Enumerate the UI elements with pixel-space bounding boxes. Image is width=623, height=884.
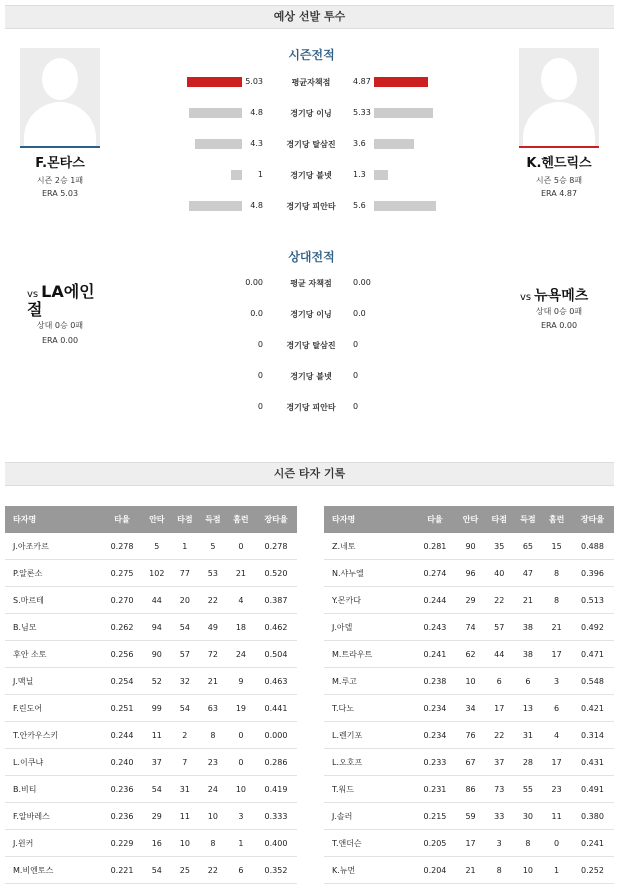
right-batters-table-cell: 0.243 [414,614,456,641]
left-opponent-record: 상대 0승 0패 [36,321,84,330]
right-batters-table-cell: 0.204 [414,857,456,884]
left-batters-table-cell: 0.236 [101,803,143,830]
right-batters-column-header: 타점 [485,506,514,533]
right-batters-table-cell: 0.548 [571,668,614,695]
left-batters-table-cell: 0.504 [255,641,297,668]
right-batters-column-header: 타자명 [324,506,414,533]
right-batters-table-cell: 0.233 [414,749,456,776]
right-batters-table-row [324,803,614,830]
season-stat-row [0,75,623,89]
left-batters-table-cell: J.윈커 [5,830,101,857]
right-batters-table-cell: 47 [514,560,543,587]
left-batters-table-row [5,803,297,830]
right-batters-table-cell: 17 [542,641,571,668]
season-right-value: 4.87 [353,77,371,86]
left-batters-table-cell: J.맥닐 [5,668,101,695]
right-batters-table-cell: 86 [456,776,485,803]
left-batters-table-row [5,641,297,668]
left-batters-table-cell: 0.000 [255,722,297,749]
right-batters-table-row [324,749,614,776]
right-batters-table [324,506,614,884]
left-batters-table-cell: 54 [171,695,199,722]
left-vs-label: vs [27,289,39,300]
right-opponent-record: 상대 0승 0패 [535,307,583,316]
left-batters-table-cell: L.이쿠냐 [5,749,101,776]
season-right-value: 5.33 [353,108,371,117]
right-batters-table-cell: 8 [485,857,514,884]
season-left-value: 4.8 [250,201,263,210]
left-batters-table-cell: 0.441 [255,695,297,722]
right-batters-table-cell: 34 [456,695,485,722]
left-batters-table-cell: 1 [227,830,255,857]
right-batters-table-cell: L.렌기포 [324,722,414,749]
right-batters-table-cell: J.아델 [324,614,414,641]
left-batters-table-row [5,776,297,803]
left-batters-column-header: 홈런 [227,506,255,533]
left-batters-table-cell: 0.278 [255,533,297,560]
h2h-right-value: 0 [353,340,359,349]
left-batters-table [5,506,297,884]
right-batters-table-cell: 6 [514,668,543,695]
page-header: 예상 선발 투수 [5,5,614,29]
left-batters-column-header: 타점 [171,506,199,533]
right-batters-table-cell: 0.380 [571,803,614,830]
right-batters-table-row [324,722,614,749]
right-opponent-team: 뉴욕메츠 [534,288,589,304]
left-batters-table-cell: 72 [199,641,227,668]
right-batters-table-cell: T.앤더슨 [324,830,414,857]
right-batters-table-cell: 0.241 [414,641,456,668]
right-batters-table-cell: 67 [456,749,485,776]
season-stat-label: 경기당 피안타 [286,202,336,211]
h2h-stat-label: 평균 자책점 [290,279,332,288]
right-batters-table-cell: L.오호프 [324,749,414,776]
right-batters-table-cell: 0.314 [571,722,614,749]
right-batters-table-row [324,830,614,857]
season-stat-row [0,106,623,120]
right-batters-table-cell: M.루고 [324,668,414,695]
left-batters-table-cell: 5 [143,533,171,560]
left-batters-table-cell: 6 [227,857,255,884]
right-batters-table-cell: M.트라우트 [324,641,414,668]
left-batters-table-cell: 0.419 [255,776,297,803]
right-batters-table-cell: 76 [456,722,485,749]
left-batters-table-cell: 24 [227,641,255,668]
right-batters-table-cell: 38 [514,641,543,668]
right-batters-table-cell: 0.234 [414,722,456,749]
right-batters-table-cell: 21 [542,614,571,641]
left-batters-table-cell: 63 [199,695,227,722]
left-batters-table-row [5,749,297,776]
left-batters-table-cell: 10 [227,776,255,803]
left-batters-table-cell: 16 [143,830,171,857]
right-batters-table-cell: 62 [456,641,485,668]
left-batters-table-cell: 18 [227,614,255,641]
right-batters-table-cell: 17 [485,695,514,722]
right-batters-table-cell: Z.네토 [324,533,414,560]
right-batters-column-header: 타율 [414,506,456,533]
h2h-left-value: 0 [257,371,263,380]
right-batters-column-header: 득점 [514,506,543,533]
left-batters-table-cell: 4 [227,587,255,614]
right-batters-table-row [324,533,614,560]
h2h-stat-row [0,307,623,321]
left-batters-table-cell: 77 [171,560,199,587]
right-batters-table-row [324,776,614,803]
left-batters-table-cell: M.비엔토스 [5,857,101,884]
season-right-value: 1.3 [353,170,366,179]
right-batters-table-cell: 40 [485,560,514,587]
left-batters-table-cell: 11 [171,803,199,830]
right-batters-table-cell: 22 [485,587,514,614]
left-batters-column-header: 장타율 [255,506,297,533]
right-batters-table-cell: K.뉴먼 [324,857,414,884]
right-batters-table-cell: 3 [485,830,514,857]
h2h-stat-row [0,338,623,352]
left-batters-table-cell: 0.333 [255,803,297,830]
right-pitcher-record: 시즌 5승 8패 [535,176,583,185]
right-batters-table-row [324,560,614,587]
right-pitcher-name: K.헨드릭스 [526,156,592,171]
left-batters-table-cell: 0.251 [101,695,143,722]
left-batters-table-cell: 20 [171,587,199,614]
left-batters-table-cell: 57 [171,641,199,668]
left-pitcher-era: ERA 5.03 [41,189,79,198]
right-batters-table-cell: 8 [514,830,543,857]
right-batters-table-cell: 0.274 [414,560,456,587]
left-batters-table-cell: 44 [143,587,171,614]
left-batters-table-cell: 0.262 [101,614,143,641]
right-batters-table-cell: 13 [514,695,543,722]
left-batters-table-cell: 99 [143,695,171,722]
right-batters-table-cell: 6 [485,668,514,695]
h2h-right-value: 0.00 [353,278,371,287]
left-batters-table-cell: 0.254 [101,668,143,695]
right-batters-table-cell: 37 [485,749,514,776]
right-batters-table-cell: 21 [456,857,485,884]
left-batters-table-cell: 9 [227,668,255,695]
left-pitcher-record: 시즌 2승 1패 [36,176,84,185]
left-batters-table-cell: 0.270 [101,587,143,614]
season-right-value: 3.6 [353,139,366,148]
right-batters-table-cell: 0 [542,830,571,857]
right-batters-table-cell: 35 [485,533,514,560]
left-batters-table-cell: 0.221 [101,857,143,884]
season-stat-row [0,137,623,151]
right-batters-table-cell: 33 [485,803,514,830]
right-batters-table-cell: Y.몬카다 [324,587,414,614]
right-batters-table-cell: 0.491 [571,776,614,803]
h2h-right-value: 0 [353,371,359,380]
left-batters-table-cell: 29 [143,803,171,830]
left-batters-table-cell: 0.400 [255,830,297,857]
left-batters-table-cell: 3 [227,803,255,830]
left-batters-table-cell: B.님모 [5,614,101,641]
left-batters-table-cell: 52 [143,668,171,695]
right-batters-table-cell: 4 [542,722,571,749]
left-batters-table-cell: 0.520 [255,560,297,587]
left-batters-table-cell: T.안카우스키 [5,722,101,749]
left-batters-table-cell: 19 [227,695,255,722]
right-batters-table-row [324,641,614,668]
left-batters-table-cell: 23 [199,749,227,776]
left-batters-table-row [5,830,297,857]
left-batters-table-row [5,614,297,641]
right-batters-table-cell: 0.205 [414,830,456,857]
left-batters-table-cell: 8 [199,830,227,857]
season-stat-row [0,168,623,182]
right-batters-table-cell: 31 [514,722,543,749]
season-left-value: 5.03 [245,77,263,86]
left-batters-table-cell: 5 [199,533,227,560]
right-batters-table-cell: 8 [542,587,571,614]
right-batters-table-cell: 3 [542,668,571,695]
right-batters-table-row [324,587,614,614]
right-batters-table-cell: 0.238 [414,668,456,695]
right-opponent-era: ERA 0.00 [540,321,578,330]
h2h-left-value: 0 [257,340,263,349]
left-opponent-era: ERA 0.00 [41,336,79,345]
right-batters-table-cell: 29 [456,587,485,614]
h2h-left-value: 0.0 [250,309,263,318]
right-batters-table-cell: 1 [542,857,571,884]
right-batters-column-header: 홈런 [542,506,571,533]
season-stat-label: 경기당 볼넷 [290,171,332,180]
left-batters-table-row [5,560,297,587]
left-batters-table-cell: 102 [143,560,171,587]
season-stat-label: 경기당 탈삼진 [286,140,336,149]
left-batters-table-cell: 0.463 [255,668,297,695]
h2h-stat-label: 경기당 이닝 [290,310,332,319]
right-batters-table-row [324,668,614,695]
right-batters-table-cell: 0.471 [571,641,614,668]
right-batters-table-cell: 28 [514,749,543,776]
left-batters-table-cell: 11 [143,722,171,749]
right-batters-table-cell: 0.396 [571,560,614,587]
right-batters-table-cell: 44 [485,641,514,668]
left-batters-column-header: 안타 [143,506,171,533]
left-batters-table-cell: 0.352 [255,857,297,884]
right-batters-table-cell: 55 [514,776,543,803]
left-batters-table-cell: 후안 소토 [5,641,101,668]
left-pitcher-avatar [20,48,100,148]
left-batters-table-cell: 0.278 [101,533,143,560]
season-left-value: 4.3 [250,139,263,148]
right-batters-table-cell: 0.492 [571,614,614,641]
left-batters-table-cell: 1 [171,533,199,560]
left-batters-table-row [5,722,297,749]
left-batters-table-cell: F.알바레스 [5,803,101,830]
right-batters-table-cell: 10 [514,857,543,884]
h2h-stat-label: 경기당 볼넷 [290,372,332,381]
h2h-left-value: 0.00 [245,278,263,287]
left-batters-table-cell: 31 [171,776,199,803]
right-batters-table-cell: 0.252 [571,857,614,884]
batters-section-title: 시즌 타자 기록 [5,462,614,486]
right-batters-table-cell: 0.513 [571,587,614,614]
left-batters-table-cell: 2 [171,722,199,749]
left-batters-table-cell: 94 [143,614,171,641]
h2h-stat-row [0,400,623,414]
left-batters-table-row [5,587,297,614]
left-batters-table-cell: 21 [199,668,227,695]
left-batters-table-cell: 8 [199,722,227,749]
right-batters-table-cell: 73 [485,776,514,803]
right-batters-table-cell: 0.241 [571,830,614,857]
left-batters-table-cell: 0 [227,722,255,749]
left-batters-table-cell: 24 [199,776,227,803]
h2h-stat-row [0,369,623,383]
left-batters-table-cell: 0.275 [101,560,143,587]
left-batters-table-cell: 22 [199,587,227,614]
left-batters-table-cell: 0.229 [101,830,143,857]
right-batters-table-cell: 74 [456,614,485,641]
left-batters-table-cell: 54 [171,614,199,641]
right-vs-label: vs [520,292,532,303]
left-batters-table-cell: 7 [171,749,199,776]
right-batters-table-cell: 0.281 [414,533,456,560]
left-batters-table-cell: 0.236 [101,776,143,803]
right-batters-table-cell: 59 [456,803,485,830]
left-batters-table-cell: B.비티 [5,776,101,803]
right-batters-table-row [324,614,614,641]
h2h-stat-label: 경기당 탈삼진 [286,341,336,350]
right-batters-table-cell: 17 [456,830,485,857]
left-batters-table-cell: 0 [227,533,255,560]
right-batters-table-cell: T.다노 [324,695,414,722]
h2h-left-value: 0 [257,402,263,411]
right-batters-table-cell: 0.234 [414,695,456,722]
season-left-value: 1 [257,170,263,179]
left-batters-table-cell: J.아조카르 [5,533,101,560]
right-batters-table-cell: 38 [514,614,543,641]
left-batters-table-cell: 54 [143,857,171,884]
right-batters-table-cell: 22 [485,722,514,749]
right-batters-table-cell: T.워드 [324,776,414,803]
right-pitcher-avatar [519,48,599,148]
left-batters-table-row [5,857,297,884]
season-stat-label: 평균자책점 [291,78,331,87]
right-batters-table-cell: 6 [542,695,571,722]
season-stat-label: 경기당 이닝 [290,109,332,118]
right-batters-table-cell: N.샤누엘 [324,560,414,587]
left-batters-table-row [5,668,297,695]
right-batters-table-cell: 30 [514,803,543,830]
h2h-right-value: 0.0 [353,309,366,318]
h2h-stat-label: 경기당 피안타 [286,403,336,412]
left-batters-table-cell: 49 [199,614,227,641]
season-right-value: 5.6 [353,201,366,210]
right-batters-column-header: 안타 [456,506,485,533]
h2h-stat-row [0,276,623,290]
right-pitcher-era: ERA 4.87 [540,189,578,198]
left-batters-table-cell: 0.462 [255,614,297,641]
left-batters-table-cell: 22 [199,857,227,884]
left-batters-table-cell: 0.244 [101,722,143,749]
left-opponent-team: LA에인절 [27,282,95,319]
left-batters-table-cell: 32 [171,668,199,695]
left-batters-table-row [5,533,297,560]
left-batters-table-cell: 0.286 [255,749,297,776]
right-batters-table-cell: 0.431 [571,749,614,776]
left-batters-table-cell: S.마르테 [5,587,101,614]
right-batters-table-cell: 0.215 [414,803,456,830]
right-batters-table-cell: 57 [485,614,514,641]
left-batters-table-row [5,695,297,722]
right-batters-table-cell: 10 [456,668,485,695]
right-batters-table-cell: 15 [542,533,571,560]
right-batters-table-row [324,857,614,884]
left-pitcher-name: F.몬타스 [35,156,85,171]
left-batters-table-cell: 0.240 [101,749,143,776]
left-batters-table-cell: F.린도어 [5,695,101,722]
right-batters-table-cell: 17 [542,749,571,776]
left-batters-table-cell: P.알론소 [5,560,101,587]
right-batters-column-header: 장타율 [571,506,614,533]
left-batters-column-header: 타율 [101,506,143,533]
right-batters-table-cell: 65 [514,533,543,560]
left-batters-table-cell: 10 [171,830,199,857]
left-batters-table-cell: 90 [143,641,171,668]
right-batters-table-cell: 90 [456,533,485,560]
right-batters-table-cell: J.솔러 [324,803,414,830]
left-batters-table-cell: 0.387 [255,587,297,614]
left-batters-table-cell: 10 [199,803,227,830]
left-batters-table-cell: 54 [143,776,171,803]
right-batters-table-cell: 21 [514,587,543,614]
right-batters-table-cell: 0.244 [414,587,456,614]
h2h-right-value: 0 [353,402,359,411]
left-batters-table-cell: 37 [143,749,171,776]
left-batters-table-cell: 21 [227,560,255,587]
left-batters-table-cell: 0 [227,749,255,776]
left-batters-column-header: 타자명 [5,506,101,533]
right-batters-table-cell: 96 [456,560,485,587]
left-batters-column-header: 득점 [199,506,227,533]
season-stat-row [0,199,623,213]
h2h-section-title: 상대전적 [288,250,335,264]
left-batters-table-cell: 53 [199,560,227,587]
right-batters-table-cell: 0.421 [571,695,614,722]
season-section-title: 시즌전적 [288,48,335,62]
season-left-value: 4.8 [250,108,263,117]
right-batters-table-cell: 0.231 [414,776,456,803]
left-batters-table-cell: 25 [171,857,199,884]
right-batters-table-cell: 8 [542,560,571,587]
right-batters-table-cell: 0.488 [571,533,614,560]
left-batters-table-cell: 0.256 [101,641,143,668]
right-batters-table-cell: 23 [542,776,571,803]
right-batters-table-cell: 11 [542,803,571,830]
right-batters-table-row [324,695,614,722]
